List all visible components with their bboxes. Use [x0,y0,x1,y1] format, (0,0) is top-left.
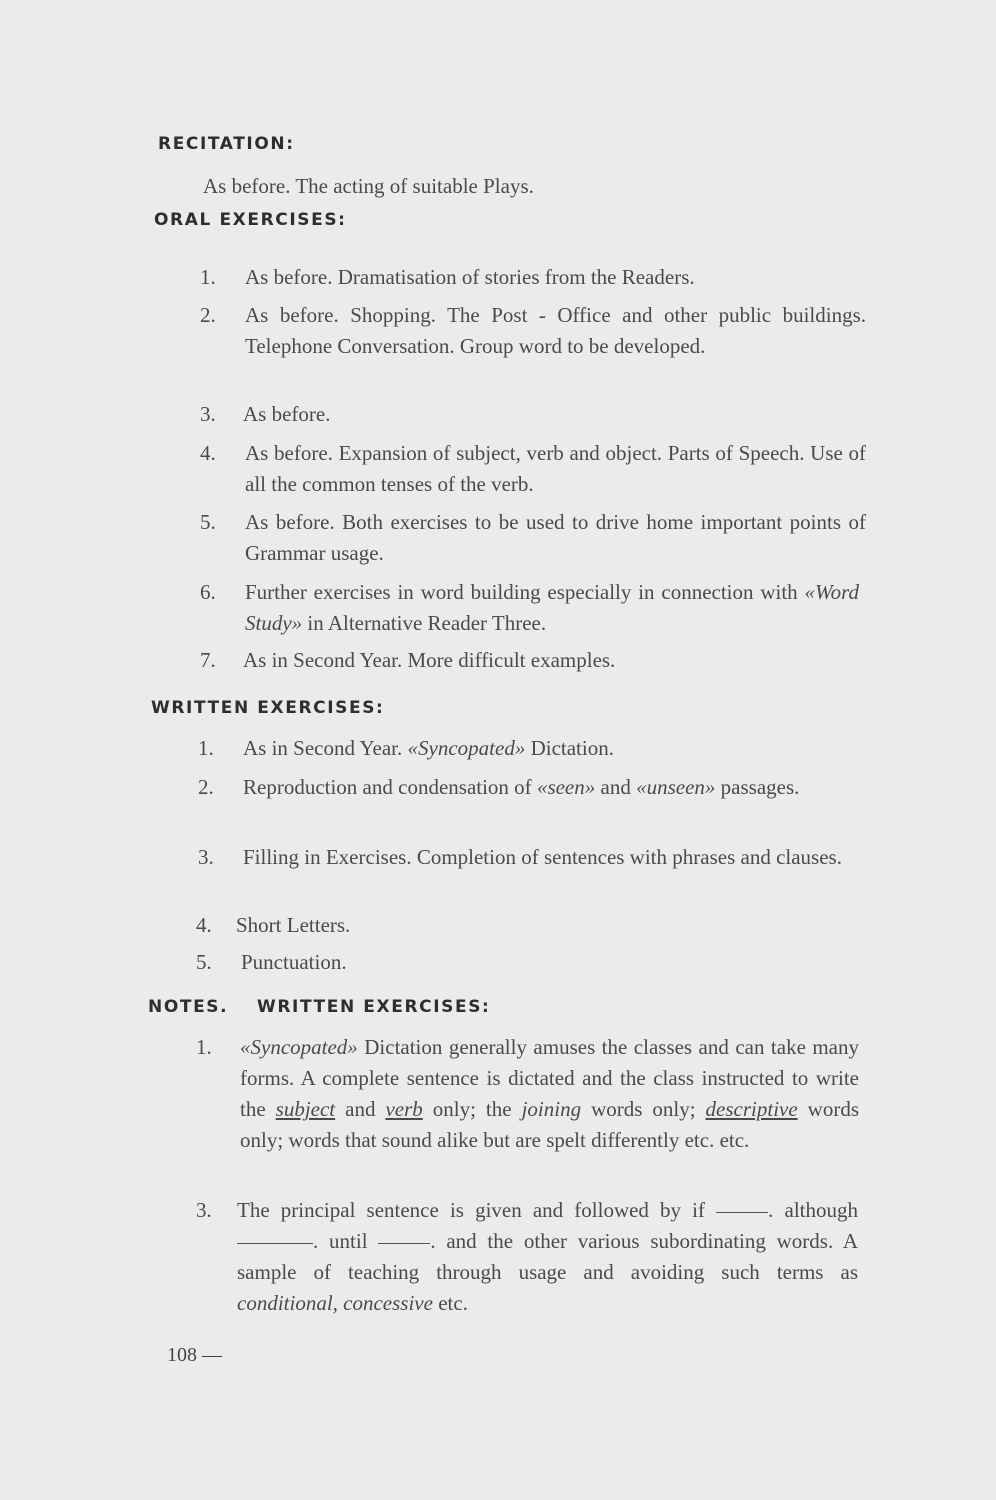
note3-text-4: . and the other various subordinating words. A sample of teaching through usage and avoiding such terms as [237,1229,858,1284]
item-number: 3. [200,402,216,426]
item-text: As before. Both exercises to be used to drive home important points of Grammar usage. [245,510,866,565]
conditional-concessive-terms: conditional, concessive [237,1291,433,1315]
joining-term: joining [521,1097,582,1121]
item-text: As before. Dramatisation of stories from the Readers. [245,265,695,289]
blank-line [237,1243,313,1244]
item-text [237,1195,858,1319]
written-exercises-heading: WRITTEN EXERCISES: [151,698,385,718]
item-text [243,733,864,764]
item-number: 1. [196,1035,212,1059]
unseen-term: «unseen» [636,775,716,799]
item-number: 4. [196,913,212,937]
item-text-tail: Dictation. [525,736,614,760]
recitation-text: As before. The acting of suitable Plays. [203,174,534,198]
verb-term: verb [385,1097,423,1121]
item-number: 5. [200,510,216,534]
descriptive-term: descriptive [705,1097,798,1121]
item-text: As before. Expansion of subject, verb and object. Parts of Speech. Use of all the common tenses of the verb. [245,441,866,496]
word-study-title: «Word Study» [245,580,859,635]
note3-text-1: The principal sentence is given and followed by if [237,1198,705,1222]
notes-written-exercises-heading: WRITTEN EXERCISES: [257,997,491,1017]
oral-item-5 [200,507,866,569]
item-number: 2. [200,303,216,327]
syncopated-term: «Syncopated» [407,736,526,760]
notes-heading: NOTES. [148,997,229,1017]
seen-term: «seen» [536,775,596,799]
note3-text-3: . until [313,1229,368,1253]
oral-item-7 [200,645,866,676]
item-text-lead: As in Second Year. [243,736,408,760]
note-text-5: words only; words that sound alike but are spelt differently etc. etc. [240,1097,860,1152]
note-text-1: Dictation generally amuses the classes and can take many forms. A complete sentence is dictated and the class instructed to write the [240,1035,859,1121]
written-item-2 [198,772,864,834]
item-text-lead: Further exercises in word building especially in connection with [245,580,805,604]
item-text-mid: and [595,775,637,799]
item-number: 3. [198,845,214,869]
item-text: Punctuation. [241,950,347,974]
item-text [243,772,864,803]
written-item-5 [196,947,862,978]
item-text [240,1032,859,1156]
note3-text-2: . although [768,1198,858,1222]
item-text [245,577,859,639]
oral-item-1 [200,262,866,293]
note-text-2: and [335,1097,386,1121]
item-number: 4. [200,441,216,465]
notes-item-3 [196,1195,860,1319]
note3-text-5: etc. [432,1291,468,1315]
oral-item-2 [200,300,866,393]
blank-line [378,1243,430,1244]
recitation-heading: RECITATION: [158,134,295,154]
oral-item-3 [200,399,866,430]
blank-line [716,1212,768,1213]
written-item-3 [198,842,864,904]
item-text: As before. Shopping. The Post - Office and other public buildings. Telephone Conversation. Group word to be developed. [245,303,866,358]
note-text-3: only; the [422,1097,522,1121]
item-number: 2. [198,775,214,799]
notes-item-1 [196,1032,860,1187]
note-text-4: words only; [581,1097,706,1121]
syncopated-term: «Syncopated» [240,1035,358,1059]
item-text-tail: passages. [715,775,800,799]
item-number: 3. [196,1198,212,1222]
item-number: 7. [200,648,216,672]
item-number: 6. [200,580,216,604]
item-number: 5. [196,950,212,974]
item-number: 1. [200,265,216,289]
subject-term: subject [275,1097,336,1121]
oral-exercises-heading: ORAL EXERCISES: [154,210,347,230]
page-number: 108 — [167,1344,222,1366]
written-item-4 [196,910,862,941]
item-text: Short Letters. [236,913,351,937]
item-text: As before. [243,402,331,426]
oral-item-4 [200,438,866,500]
item-text: Filling in Exercises. Completion of sentences with phrases and clauses. [243,845,842,869]
item-number: 1. [198,736,214,760]
item-text: As in Second Year. More difficult examples. [243,648,616,672]
oral-item-6 [200,577,866,639]
written-item-1 [198,733,864,764]
item-text-tail: in Alternative Reader Three. [302,611,547,635]
item-text-lead: Reproduction and condensation of [243,775,537,799]
